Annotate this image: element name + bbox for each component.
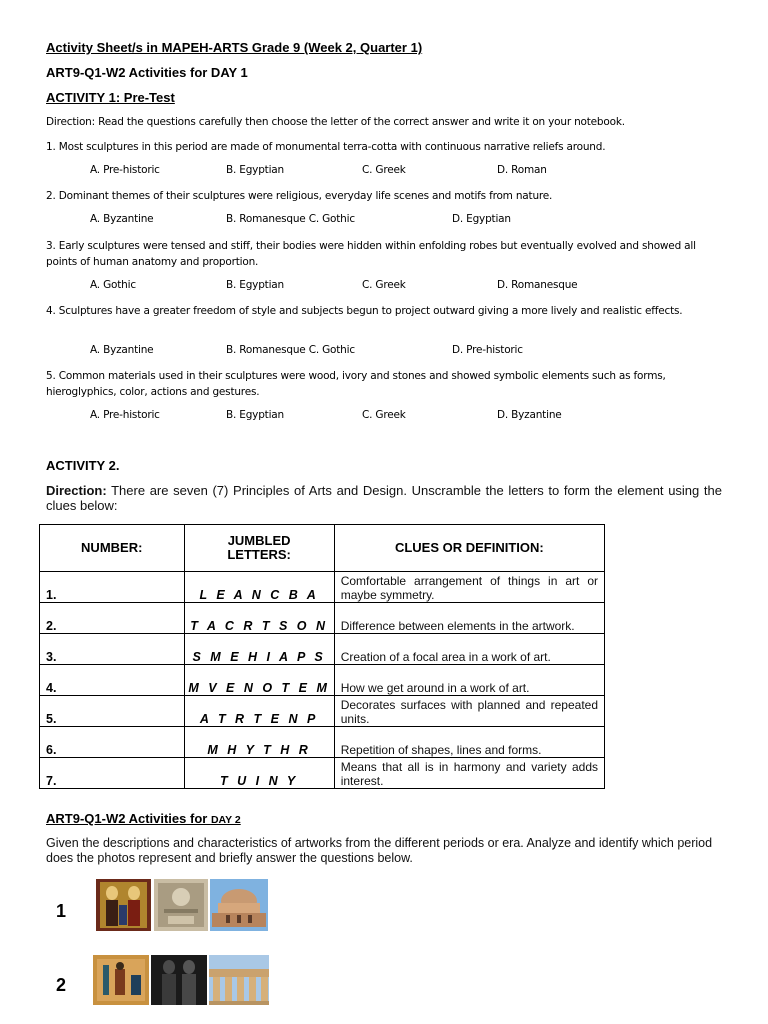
- option: C. Greek: [362, 409, 406, 421]
- option: B. Romanesque C. Gothic: [226, 344, 355, 356]
- table-row: [40, 696, 605, 727]
- jumbled-word: A T R T E N P: [184, 696, 334, 727]
- table-row: [40, 634, 605, 665]
- option: B. Egyptian: [226, 164, 284, 176]
- day2-title-day: DAY 2: [210, 814, 241, 826]
- row-number: 1.: [40, 572, 185, 603]
- period-1-photos: [96, 879, 268, 931]
- clue-text: Comfortable arrangement of things in art or maybe symmetry.: [334, 572, 604, 603]
- row-number: 4.: [40, 665, 185, 696]
- row-number: 3.: [40, 634, 185, 665]
- clue-text: Creation of a focal area in a work of art.: [334, 634, 604, 665]
- domed-church-image: [210, 879, 268, 931]
- option: D. Romanesque: [497, 279, 578, 291]
- day2-heading: [46, 811, 241, 826]
- option: D. Roman: [497, 164, 547, 176]
- activity2-direction: [46, 483, 722, 513]
- option: B. Egyptian: [226, 279, 284, 291]
- table-row: [40, 758, 605, 789]
- question-1: 1. Most sculptures in this period are made of monumental terra-cotta with continuous narrative reliefs around.: [46, 141, 606, 153]
- period-2-photos: [93, 955, 269, 1005]
- row-number: 2.: [40, 603, 185, 634]
- option: C. Greek: [362, 164, 406, 176]
- egyptian-temple-columns-image: [209, 955, 269, 1005]
- option: A. Byzantine: [90, 213, 154, 225]
- header-number: NUMBER:: [40, 525, 185, 572]
- option: A. Byzantine: [90, 344, 154, 356]
- item-number: 2: [56, 975, 67, 995]
- row-number: 6.: [40, 727, 185, 758]
- clue-text: How we get around in a work of art.: [334, 665, 604, 696]
- question-3: 3. Early sculptures were tensed and stiff, their bodies were hidden within enfolding robes but eventually evolved and showed all points of human anatomy and proportion.: [46, 240, 696, 268]
- option: B. Egyptian: [226, 409, 284, 421]
- pretest-direction: Direction: Read the questions carefully then choose the letter of the correct answer and write it on your notebook.: [46, 116, 625, 128]
- direction-label: Direction:: [46, 483, 107, 498]
- jumbled-word: S M E H I A P S: [184, 634, 334, 665]
- option: D. Byzantine: [497, 409, 562, 421]
- table-row: [40, 603, 605, 634]
- option: A. Pre-historic: [90, 164, 160, 176]
- question-2: 2. Dominant themes of their sculptures were religious, everyday life scenes and motifs from nature.: [46, 190, 553, 202]
- row-number: 7.: [40, 758, 185, 789]
- clue-text: Difference between elements in the artwork.: [334, 603, 604, 634]
- jumbled-word: T A C R T S O N: [184, 603, 334, 634]
- day2-instructions: Given the descriptions and characteristics of artworks from the different periods or era. Analyze and identify which period does the photos represent and briefly answer the questions below.: [46, 836, 713, 865]
- header-clues: CLUES OR DEFINITION:: [334, 525, 604, 572]
- clue-text: Repetition of shapes, lines and forms.: [334, 727, 604, 758]
- option: A. Gothic: [90, 279, 136, 291]
- day1-heading: ART9-Q1-W2 Activities for DAY 1: [46, 65, 248, 80]
- egyptian-wall-painting-image: [93, 955, 149, 1005]
- table-row: [40, 665, 605, 696]
- option: D. Egyptian: [452, 213, 511, 225]
- option: C. Greek: [362, 279, 406, 291]
- jumbled-word: T U I N Y: [184, 758, 334, 789]
- row-number: 5.: [40, 696, 185, 727]
- option: A. Pre-historic: [90, 409, 160, 421]
- jumbled-word: L E A N C B A: [184, 572, 334, 603]
- day2-title-main: ART9-Q1-W2 Activities for: [46, 811, 211, 826]
- jumbled-letters-table: [39, 524, 605, 789]
- table-row: [40, 572, 605, 603]
- direction-text: There are seven (7) Principles of Arts and Design. Unscramble the letters to form the element using the clues below:: [46, 483, 722, 513]
- byzantine-icon-painting-image: [96, 879, 151, 931]
- carved-ivory-relief-image: [154, 879, 208, 931]
- activity1-heading: ACTIVITY 1: Pre-Test: [46, 90, 175, 105]
- table-row: [40, 727, 605, 758]
- activity2-heading: ACTIVITY 2.: [46, 458, 120, 473]
- table-header-row: [40, 525, 605, 572]
- jumbled-word: M V E N O T E M: [184, 665, 334, 696]
- header-jumbled: JUMBLED LETTERS:: [184, 525, 334, 572]
- option: D. Pre-historic: [452, 344, 523, 356]
- clue-text: Decorates surfaces with planned and repeated units.: [334, 696, 604, 727]
- clue-text: Means that all is in harmony and variety adds interest.: [334, 758, 604, 789]
- jumbled-word: M H Y T H R: [184, 727, 334, 758]
- question-5: 5. Common materials used in their sculptures were wood, ivory and stones and showed symbolic elements such as forms, hieroglyphics, color, actions and gestures.: [46, 370, 666, 398]
- item-number: 1: [56, 901, 67, 921]
- option: B. Romanesque C. Gothic: [226, 213, 355, 225]
- sheet-title: Activity Sheet/s in MAPEH-ARTS Grade 9 (Week 2, Quarter 1): [46, 40, 423, 55]
- question-4: 4. Sculptures have a greater freedom of style and subjects begun to project outward giving a more lively and realistic effects.: [46, 305, 683, 317]
- egyptian-statue-pair-image: [151, 955, 207, 1005]
